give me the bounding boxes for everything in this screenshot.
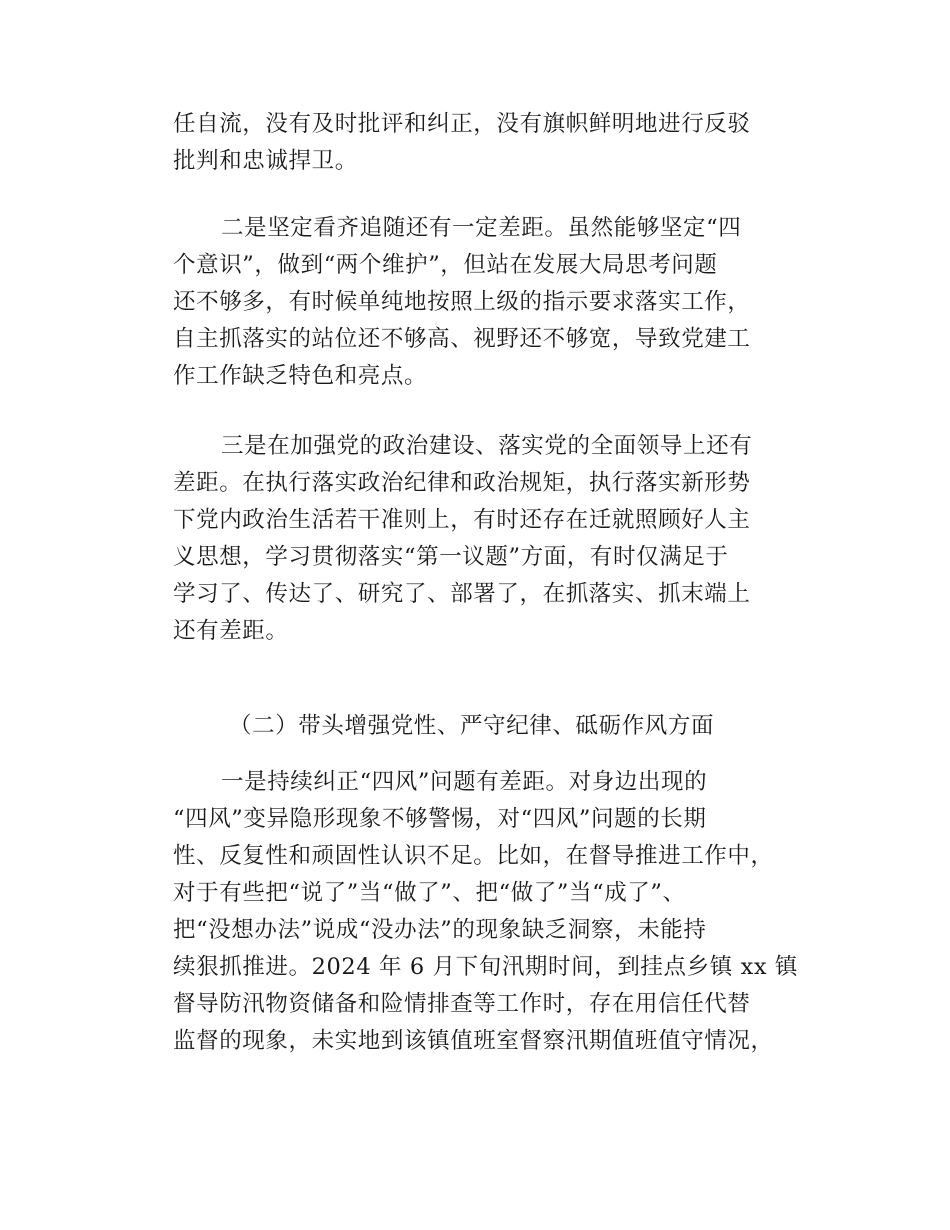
text-line: 把“没想办法”说成“没办法”的现象缺乏洞察，未能持: [173, 917, 707, 943]
text-line: 一是持续纠正“四风”问题有差距。对身边出现的: [221, 769, 708, 795]
text-line: 批判和忠诚捍卫。: [173, 148, 358, 174]
text-line: “四风”变异隐形现象不够警惕，对“四风”问题的长期: [173, 806, 707, 832]
text-line: 性、反复性和顽固性认识不足。比如，在督导推进工作中，: [173, 843, 774, 869]
text-line: 二是坚定看齐追随还有一定差距。虽然能够坚定“四: [221, 215, 742, 241]
text-line: 差距。在执行落实政治纪律和政治规矩，执行落实新形势: [173, 470, 751, 496]
paragraph-point-two: [173, 210, 813, 395]
text-line: 三是在加强党的政治建设、落实党的全面领导上还有: [221, 433, 753, 459]
text-line: 义思想，学习贯彻落实“第一议题”方面，有时仅满足于: [173, 544, 729, 570]
section-heading-text: （二）带头增强党性、严守纪律、砥砺作风方面: [229, 713, 715, 739]
text-line: 任自流，没有及时批评和纠正，没有旗帜鲜明地进行反驳: [173, 111, 751, 137]
text-line: 自主抓落实的站位还不够高、视野还不够宽，导致党建工: [173, 326, 751, 352]
text-line: 学习了、传达了、研究了、部署了，在抓落实、抓末端上: [173, 581, 751, 607]
paragraph-point-one-section-two: [173, 764, 813, 1060]
text-line: 个意识”，做到“两个维护”，但站在发展大局思考问题: [173, 252, 718, 278]
text-line: 还有差距。: [173, 618, 289, 644]
paragraph-point-three: [173, 428, 813, 650]
text-line: 还不够多，有时候单纯地按照上级的指示要求落实工作，: [173, 289, 751, 315]
text-line: 续狠抓推进。2024 年 6 月下旬汛期时间，到挂点乡镇 xx 镇: [173, 954, 799, 980]
section-heading: [173, 708, 813, 745]
text-line: 作工作缺乏特色和亮点。: [173, 363, 428, 389]
paragraph-continuation: [173, 106, 813, 180]
text-line: 督导防汛物资储备和险情排查等工作时，存在用信任代替: [173, 991, 751, 1017]
text-line: 对于有些把“说了”当“做了”、把“做了”当“成了”、: [173, 880, 686, 906]
text-line: 下党内政治生活若干准则上，有时还存在迁就照顾好人主: [173, 507, 751, 533]
text-line: 监督的现象，未实地到该镇值班室督察汛期值班值守情况，: [173, 1028, 774, 1054]
